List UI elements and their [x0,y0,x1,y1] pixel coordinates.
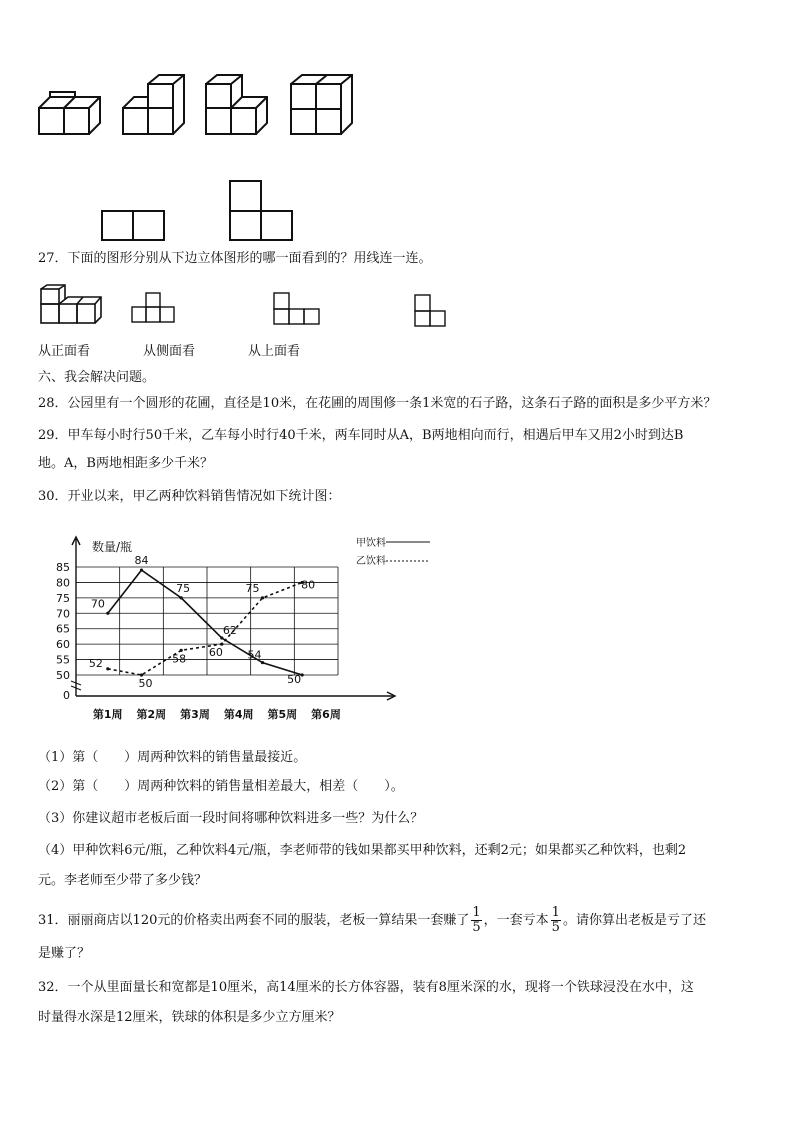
view-label-top: 从上面看 [248,344,301,359]
data-label: 75 [176,581,191,595]
fraction-2 [551,906,561,935]
q32-line2: 时量得水深是12厘米，铁球的体积是多少立方厘米？ [38,1010,341,1025]
fraction-2-numerator: 1 [551,905,560,920]
y-tick-label: 60 [56,638,70,652]
fraction-1 [471,906,481,935]
y-tick-label: 0 [63,689,70,702]
chart-ylabel: 数量/瓶 [92,540,133,554]
q27-view-2 [270,290,322,328]
y-tick-label: 85 [56,561,70,574]
x-tick-label: 第6周 [311,708,341,721]
cube-group-1 [39,92,100,134]
cube-group-2 [123,75,184,134]
data-label: 62 [222,623,237,637]
data-label: 52 [88,656,103,670]
y-tick-label: 55 [56,653,70,667]
data-point [140,568,143,571]
q31-part3: 。请你算出老板是亏了还 [562,913,706,928]
q27-view-1 [128,290,178,326]
x-tick-label: 第2周 [136,708,167,721]
y-tick-label: 75 [56,591,70,605]
chart-legend [356,536,430,567]
data-label: 75 [245,581,260,595]
x-tick-label: 第3周 [180,708,210,721]
data-label: 50 [287,673,302,686]
data-label: 70 [90,597,105,611]
q30-sub4-line2: 元。李老师至少带了多少钱？ [38,873,208,888]
q29-line2: 地。A，B两地相距多少千米？ [38,456,213,471]
q31-part1: 31．丽丽商店以120元的价格卖出两套不同的服装，老板一算结果一套赚了 [38,913,470,928]
line-chart [40,525,440,730]
q28-text: 28．公园里有一个圆形的花圃，直径是10米，在花圃的周围修一条1米宽的石子路，这条石子路的面积是多少平方米？ [38,396,717,411]
q30-sub3: （3）你建议超市老板后面一段时间将哪种饮料进多一些？为什么？ [38,811,424,826]
y-tick-label: 65 [56,622,70,636]
y-tick-label: 70 [56,607,70,621]
x-tick-label: 第1周 [92,708,123,721]
q29-line1: 29．甲车每小时行50千米，乙车每小时行40千米，两车同时从A，B两地相向而行，相遇后甲车又用2小时到达B [38,428,684,443]
data-label: 54 [247,648,262,662]
q27-view-3 [412,292,448,330]
legend-label-jia: 甲饮料 [356,538,386,549]
q30-sub2: （2）第（ ）周两种饮料的销售量相差最大，相差（ ）。 [38,779,404,794]
view-label-front: 从正面看 [38,344,91,359]
x-tick-label: 第5周 [267,708,298,721]
data-label: 50 [138,677,153,690]
y-tick-label: 50 [56,669,70,682]
q31-part2: ，一套亏本 [483,913,549,928]
cube-group-4 [291,75,352,134]
cube-group-3 [206,75,267,134]
cube-figures-row [30,70,370,150]
view-label-side: 从侧面看 [143,344,196,359]
q30-sub4-line1: （4）甲种饮料6元/瓶，乙种饮料4元/瓶，李老师带的钱如果都买甲种饮料，还剩2元；如果都买乙种饮料，也剩2 [38,843,687,858]
data-label: 80 [301,578,316,592]
legend-label-yi: 乙饮料 [356,556,386,567]
fraction-2-denominator: 5 [551,920,560,935]
q27-solid-figure [38,284,104,328]
section-heading: 六、我会解决问题。 [38,370,156,385]
data-point [180,596,183,599]
data-label: 58 [172,652,187,666]
q32-line1: 32．一个从里面量长和宽都是10厘米，高14厘米的长方体容器，装有8厘米深的水，现将一个铁球浸没在水中，这 [38,980,694,995]
q27-text: 27．下面的图形分别从下边立体图形的哪一面看到的？用线连一连。 [38,251,432,266]
data-point [106,667,109,670]
y-tick-label: 80 [56,576,70,590]
q31-line2: 是赚了？ [38,946,91,961]
flat-views-row [95,175,305,245]
fraction-1-denominator: 5 [472,920,481,935]
fraction-1-numerator: 1 [472,905,481,920]
data-point [261,596,264,599]
data-point [106,612,109,615]
x-tick-label: 第4周 [223,708,254,721]
data-label: 84 [134,554,149,568]
q31-line1 [38,904,706,938]
q30-text: 30．开业以来，甲乙两种饮料销售情况如下统计图： [38,489,341,504]
q30-sub1: （1）第（ ）周两种饮料的销售量最接近。 [38,750,307,765]
data-label: 60 [208,646,223,660]
